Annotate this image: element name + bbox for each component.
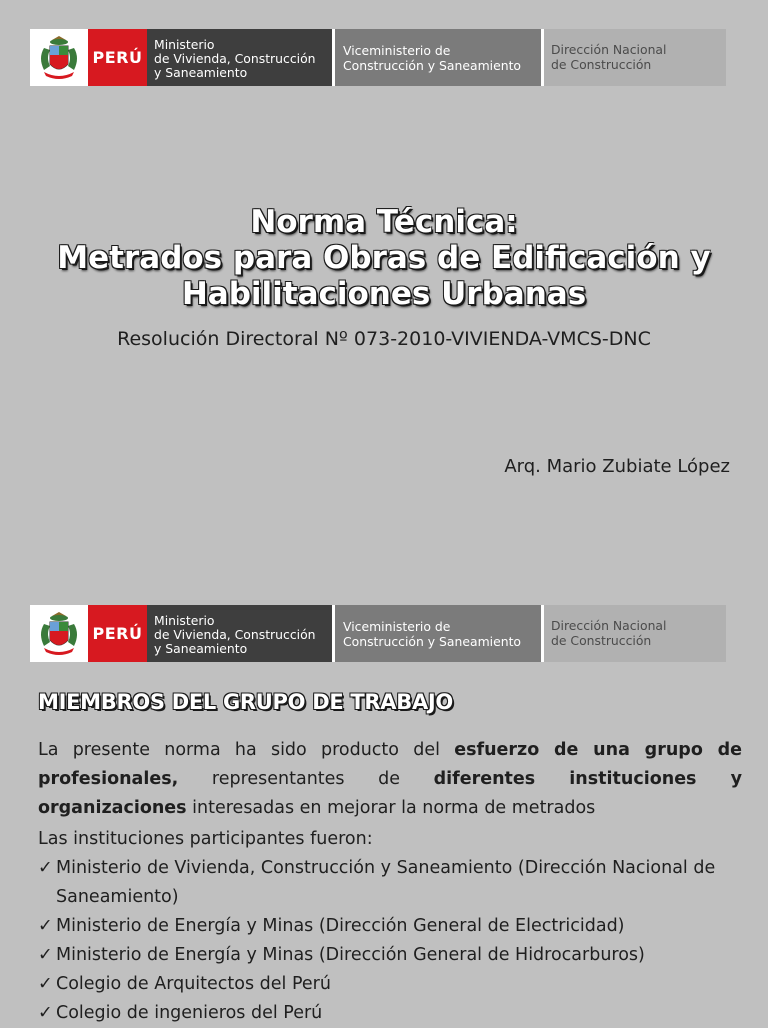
checkmark-icon: ✓	[38, 974, 53, 994]
list-item-text: Colegio de ingenieros del Perú	[56, 1003, 323, 1023]
list-item-text: Ministerio de Energía y Minas (Dirección General de Hidrocarburos)	[56, 945, 645, 965]
author-name: Arq. Mario Zubiate López	[504, 456, 730, 477]
checkmark-icon: ✓	[38, 858, 53, 878]
checkmark-icon: ✓	[38, 1003, 53, 1023]
peru-coat-of-arms-icon	[30, 605, 88, 662]
peru-label: PERÚ	[88, 605, 147, 662]
ministry-header-band	[30, 29, 726, 86]
para-text: La presente norma ha sido producto del	[38, 740, 455, 760]
para-bold-text: esfuerzo de una grupo de profesionales,	[38, 740, 742, 789]
resolution-subtitle: Resolución Directoral Nº 073-2010-VIVIENDA-VMCS-DNC	[117, 328, 651, 350]
title-line-1: Norma Técnica:	[250, 204, 518, 240]
list-item-text: Colegio de Arquitectos del Perú	[56, 974, 331, 994]
intro-paragraph	[38, 736, 742, 823]
slide-body	[38, 736, 742, 1028]
viceministry-label: Viceministerio de Construcción y Saneamiento	[335, 29, 541, 86]
ministry-label: Ministerio de Vivienda, Construcción y Saneamiento	[147, 605, 332, 662]
viceministry-label: Viceministerio de Construcción y Saneamiento	[335, 605, 541, 662]
direction-label: Dirección Nacional de Construcción	[544, 605, 726, 662]
title-line-2: Metrados para Obras de Edificación y	[57, 240, 711, 276]
para-text: interesadas en mejorar la norma de metrados	[186, 798, 596, 818]
peru-coat-of-arms-icon	[30, 29, 88, 86]
para-bold-text: diferentes instituciones y organizaciones	[38, 769, 742, 818]
list-item	[38, 970, 742, 999]
institutions-list	[38, 854, 742, 1028]
title-line-3: Habilitaciones Urbanas	[181, 276, 587, 312]
ministry-label: Ministerio de Vivienda, Construcción y Saneamiento	[147, 29, 332, 86]
peru-label: PERÚ	[88, 29, 147, 86]
checkmark-icon: ✓	[38, 916, 53, 936]
list-item-text: Ministerio de Energía y Minas (Dirección General de Electricidad)	[56, 916, 625, 936]
slide-title	[0, 0, 768, 512]
para-text: representantes de	[178, 769, 434, 789]
list-item	[38, 912, 742, 941]
checkmark-icon: ✓	[38, 945, 53, 965]
ministry-header-band	[30, 605, 726, 662]
section-heading: MIEMBROS DEL GRUPO DE TRABAJO	[38, 690, 453, 714]
slide-title-text	[0, 204, 768, 312]
list-item-text: Ministerio de Vivienda, Construcción y Saneamiento (Dirección Nacional de Saneamiento)	[56, 858, 716, 907]
list-intro: Las instituciones participantes fueron:	[38, 829, 373, 849]
list-item	[38, 941, 742, 970]
list-item	[38, 854, 742, 912]
direction-label: Dirección Nacional de Construcción	[544, 29, 726, 86]
